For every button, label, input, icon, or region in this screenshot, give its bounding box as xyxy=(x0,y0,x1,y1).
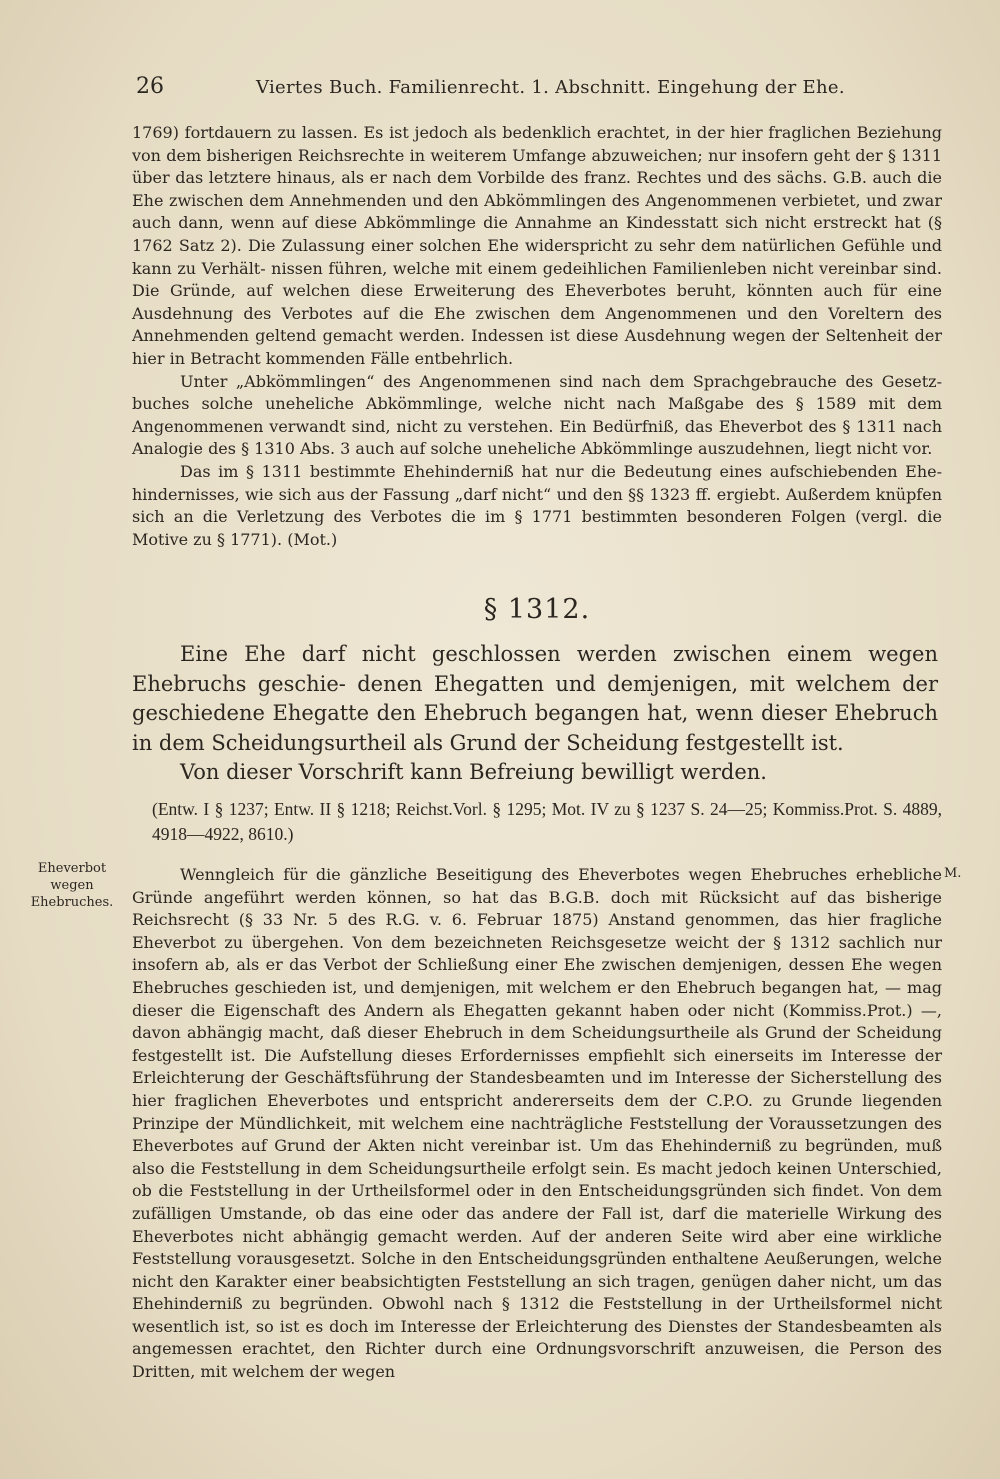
commentary-paragraph: Wenngleich für die gänzliche Beseitigung des Eheverbotes wegen Ehebruches erhebliche Gründe angeführt werden können, so hat das B.G.B. doch mit Rücksicht auf das bisherige Reichsrecht (§ 33 Nr. 5 des R.G. v. 6. Februar 1875) Anstand genommen, das hier fragliche Eheverbot zu übergehen. Von dem bezeichneten Reichsgesetze weicht der § 1312 sachlich nur insofern ab, als er das Verbot der Schließung einer Ehe zwischen demjenigen, dessen Ehe wegen Ehebruches geschieden ist, und demjenigen, mit welchem er den Ehebruch begangen hat, — mag dieser die Eigenschaft des Andern als Ehegatten gekannt haben oder nicht (Kommiss.Prot.) —, davon abhängig macht, daß dieser Ehebruch in dem Scheidungsurtheile als Grund der Scheidung festgestellt ist. Die Aufstellung dieses Erfordernisses empfiehlt sich einerseits im Interesse der Erleichterung der Geschäftsführung der Standesbeamten und im Interesse der Sicherstellung des hier fraglichen Eheverbotes und entspricht andererseits dem der C.P.O. zu Grunde liegenden Prinzipe der Mündlichkeit, mit welchem eine nachträgliche Feststellung der Voraussetzungen des Eheverbotes auf Grund der Akten nicht vereinbar ist. Um das Ehehinderniß zu begründen, muß also die Feststellung in dem Scheidungsurtheile erfolgt sein. Es macht jedoch keinen Unterschied, ob die Feststellung in der Urtheilsformel oder in den Entscheidungsgründen sich findet. Von dem zufälligen Umstande, ob das eine oder das andere der Fall ist, darf die materielle Wirkung des Eheverbotes nicht abhängig gemacht werden. Auf der anderen Seite wird aber eine wirkliche Feststellung vorausgesetzt. Solche in den Entscheidungsgründen enthaltene Aeußerungen, welche nicht den Karakter einer beabsichtigten Feststellung an sich tragen, genügen daher nicht, um das Ehehinderniß zu begründen. Obwohl nach § 1312 die Feststellung in der Urtheilsformel nicht wesentlich ist, so ist es doch im Interesse der Erleichterung des Dienstes der Standesbeamten als angemessen erachtet, den Richter durch eine Ordnungsvorschrift anzuweisen, die Person des Dritten, mit welchem der wegen xyxy=(132,865,942,1382)
intro-paragraph: Das im § 1311 bestimmte Ehehinderniß hat nur die Bedeutung eines aufschiebenden Ehe- hindernisses, wie sich aus der Fassung „darf nicht“ und den §§ 1323 ff. ergiebt. Außerdem knüpfen sich an die Verletzung des Verbotes die im § 1771 bestimmten besonderen Folgen (vergl. die Motive zu § 1771). (Mot.) xyxy=(132,461,942,549)
law-text xyxy=(132,640,938,788)
margin-marker: M. xyxy=(944,866,962,881)
section-title: § 1312. xyxy=(483,594,591,625)
margin-note-line: Ehebruches. xyxy=(30,895,114,910)
running-head: Viertes Buch. Familienrecht. 1. Abschnitt. Eingehung der Ehe. xyxy=(256,77,845,98)
section-references: (Entw. I § 1237; Entw. II § 1218; Reichst.Vorl. § 1295; Mot. IV zu § 1237 S. 24—25; Kommiss.Prot. S. 4889, 4918—4922, 8610.) xyxy=(152,799,942,844)
law-paragraph: Von dieser Vorschrift kann Befreiung bewilligt werden. xyxy=(180,760,767,784)
commentary-text xyxy=(132,864,942,1384)
intro-paragraph: Unter „Abkömmlingen“ des Angenommenen sind nach dem Sprachgebrauche des Gesetz- buches solche uneheliche Abkömmlinge, welche nicht nach Maßgabe des § 1589 mit dem Angenommenen verwandt sind, nicht zu verstehen. Ein Bedürfniß, das Eheverbot des § 1311 nach Analogie des § 1310 Abs. 3 auch auf solche uneheliche Abkömmlinge auszudehnen, liegt nicht vor. xyxy=(132,371,942,459)
intro-paragraph: 1769) fortdauern zu lassen. Es ist jedoch als bedenklich erachtet, in der hier fraglichen Beziehung von dem bisherigen Reichsrechte in weiterem Umfange abzuweichen; nur insofern geht der § 1311 über das letztere hinaus, als er nach dem Vorbilde des franz. Rechtes und des sächs. G.B. auch die Ehe zwischen dem Annehmenden und den Abkömmlingen des Angenommenen verbietet, und zwar auch dann, wenn auf diese Abkömmlinge die Annahme an Kindesstatt sich nicht erstreckt hat (§ 1762 Satz 2). Die Zulassung einer solchen Ehe widerspricht zu sehr dem natürlichen Gefühle und kann zu Verhält- nissen führen, welche mit einem gedeihlichen Familienleben nicht vereinbar sind. Die Gründe, auf welchen diese Erweiterung des Eheverbotes beruht, könnten auch für eine Ausdehnung des Verbotes auf die Ehe zwischen dem Angenommenen und den Voreltern des Annehmenden geltend gemacht werden. Indessen ist diese Ausdehnung wegen der Seltenheit der hier in Betracht kommenden Fälle entbehrlich. xyxy=(132,123,942,368)
page-number: 26 xyxy=(136,74,164,99)
margin-note-line: Eheverbot xyxy=(37,861,107,876)
intro-text xyxy=(132,122,942,551)
margin-note-line: wegen xyxy=(50,878,94,893)
page-header xyxy=(132,74,942,102)
law-paragraph: Eine Ehe darf nicht geschlossen werden zwischen einem wegen Ehebruchs geschie- denen Ehegatten und demjenigen, mit welchem der geschiedene Ehegatte den Ehebruch begangen hat, wenn dieser Ehebruch in dem Scheidungsurtheil als Grund der Scheidung festgestellt ist. xyxy=(132,642,938,755)
margin-note xyxy=(28,860,116,911)
